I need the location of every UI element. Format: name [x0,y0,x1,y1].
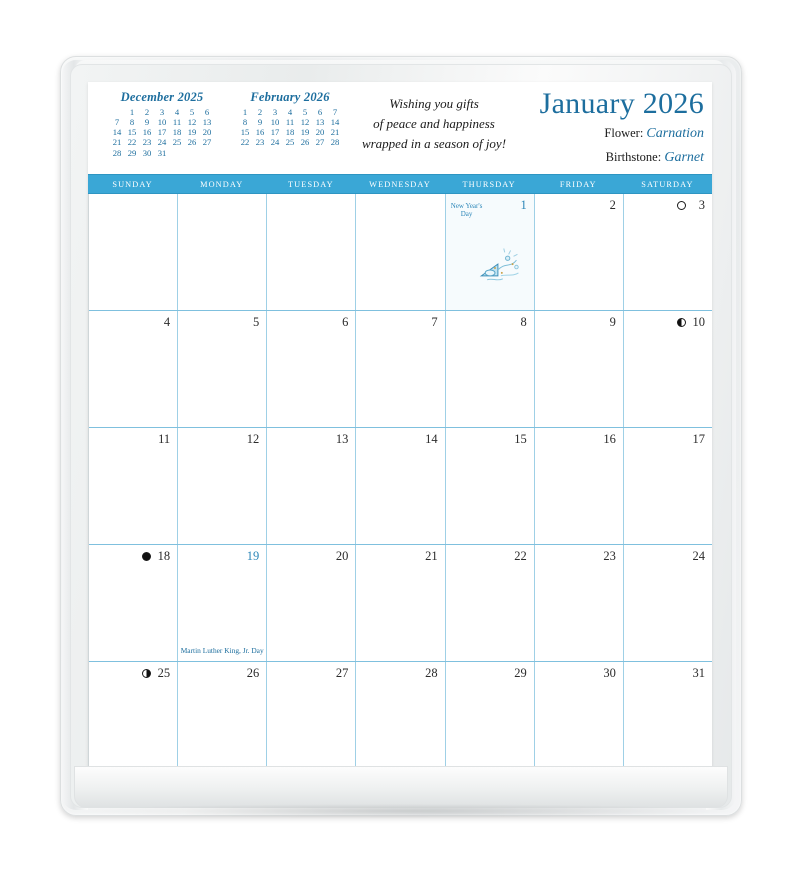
mini-day: 20 [202,127,212,138]
day-number: 7 [431,315,438,329]
moon-phase-new-icon [142,552,151,561]
birthstone-value: Garnet [664,149,704,165]
mini-day: 29 [127,147,137,158]
new-years-day-label: New Year's Day [450,202,483,219]
day-cell[interactable] [267,662,356,778]
day-number: 1 [520,198,527,212]
day-cell[interactable] [535,545,624,661]
day-cell[interactable] [356,662,445,778]
mini-day: 13 [202,117,212,128]
calendar-week-row [89,194,712,311]
flower-value: Carnation [646,125,704,141]
day-number: 22 [514,549,527,563]
mini-day: 23 [255,137,265,148]
mini-day: 20 [315,127,325,138]
day-number: 11 [158,432,171,446]
new-years-party-art-icon [452,246,530,292]
flower-label: Flower: [604,125,644,140]
mini-day: 15 [240,127,250,138]
moon-phase-full-icon [677,201,686,210]
weekday-header-row [88,174,712,194]
mini-day: 16 [142,127,152,138]
mini-day: 26 [187,137,197,148]
mini-day: 24 [270,137,280,148]
moon-phase-last-quarter-icon [677,318,686,327]
day-number: 25 [157,666,171,680]
mini-day: 4 [287,107,293,117]
mini-day: 22 [240,137,250,148]
mini-day: 7 [114,117,120,128]
mini-day: 27 [202,137,212,148]
mini-day: 21 [330,127,340,138]
day-cell[interactable] [178,194,267,310]
mini-day: 25 [285,137,295,148]
mini-day: 27 [315,137,325,148]
day-number: 17 [692,432,705,446]
mini-day: 11 [172,117,182,128]
day-number: 4 [163,315,171,329]
day-cell[interactable] [624,194,712,310]
mini-day: 10 [157,117,167,128]
mini-day: 18 [285,127,295,138]
day-cell[interactable] [178,428,267,544]
day-cell[interactable] [624,545,712,661]
day-cell[interactable] [89,662,178,778]
day-cell[interactable] [535,428,624,544]
calendar-week-row [89,662,712,778]
day-cell[interactable] [446,428,535,544]
calendar-week-row [89,311,712,428]
day-number: 18 [157,549,171,563]
day-cell[interactable] [446,662,535,778]
mini-day: 22 [127,137,137,148]
mini-day: 4 [174,107,180,117]
mini-calendar-next-grid [238,107,343,148]
calendar-grid [88,194,712,778]
day-number: 19 [246,549,260,563]
day-cell[interactable] [446,545,535,661]
day-cell[interactable] [356,194,445,310]
mini-day: 2 [144,107,150,117]
mini-calendar-previous-month [98,90,226,158]
mini-day: 14 [112,127,122,138]
weekday-header-thursday: THURSDAY [462,179,516,189]
mini-day: 9 [144,117,150,128]
day-number: 2 [609,198,616,212]
month-title: January 2026 [539,87,704,120]
day-cell-mlk-day[interactable] [178,545,267,661]
day-number: 6 [342,315,349,329]
mini-day: 1 [242,107,248,117]
mini-day: 9 [257,117,263,128]
mini-calendar-previous-title: December 2025 [120,90,204,104]
mini-day: 5 [302,107,308,117]
mini-day: 7 [332,107,338,117]
mini-day: 13 [315,117,325,128]
calendar-week-row [89,428,712,545]
day-cell[interactable] [535,662,624,778]
mini-day: 17 [270,127,280,138]
day-number: 28 [425,666,438,680]
day-number: 20 [335,549,349,563]
mini-day [185,148,200,158]
birthstone-label: Birthstone: [605,149,662,164]
day-number: 15 [514,432,527,446]
mini-day: 10 [270,117,280,128]
day-cell[interactable] [89,428,178,544]
mini-day: 19 [187,127,197,138]
calendar-week-row [89,545,712,662]
day-cell[interactable] [356,545,445,661]
holiday-label-mlk-day: Martin Luther King, Jr. Day [180,645,264,655]
day-cell[interactable] [178,662,267,778]
day-number: 23 [603,549,616,563]
mini-day: 16 [255,127,265,138]
mini-day [200,148,215,158]
day-number: 21 [425,549,438,563]
day-cell[interactable] [89,311,178,427]
greeting-line-1: Wishing you gifts [389,96,479,111]
day-number: 9 [609,315,616,329]
day-number: 29 [514,666,527,680]
calendar-header [88,82,712,174]
mini-day: 12 [300,117,310,128]
day-cell-new-years-day[interactable] [446,194,535,310]
greeting-line-3: wrapped in a season of joy! [361,136,507,152]
day-cell[interactable] [535,311,624,427]
day-number: 8 [520,315,527,329]
weekday-header-monday: MONDAY [200,179,244,189]
day-number: 12 [246,432,260,446]
mini-calendar-previous-grid [110,107,215,158]
day-number: 14 [425,432,438,446]
mini-day: 19 [300,127,310,138]
day-cell[interactable] [178,311,267,427]
greeting-message [360,94,508,154]
mini-day: 12 [187,117,197,128]
mini-day: 8 [242,117,248,128]
day-cell[interactable] [267,428,356,544]
mini-calendar-next-title: February 2026 [250,90,330,104]
day-number: 10 [692,315,705,329]
month-birthstone-row [488,148,704,168]
day-cell[interactable] [89,194,178,310]
mini-day: 26 [300,137,310,148]
day-cell[interactable] [446,311,535,427]
day-number: 26 [246,666,260,680]
day-cell[interactable] [624,428,712,544]
mini-day: 17 [157,127,167,138]
mini-day: 28 [330,137,340,148]
day-number: 31 [692,666,705,680]
weekday-header-friday: FRIDAY [559,179,597,189]
day-cell[interactable] [89,545,178,661]
mini-day: 8 [129,117,135,128]
moon-phase-first-quarter-icon [142,669,151,678]
mini-day: 11 [285,117,295,128]
month-heading-block [488,88,704,168]
mini-day: 3 [159,107,165,117]
mini-day: 6 [204,107,210,117]
day-cell[interactable] [267,194,356,310]
mini-day: 2 [257,107,263,117]
day-number: 30 [603,666,616,680]
mini-day: 21 [112,137,122,148]
mini-day: 30 [142,147,152,158]
day-number: 24 [692,549,705,563]
day-cell[interactable] [624,662,712,778]
drop-shadow [70,804,730,818]
mini-day: 15 [127,127,137,138]
mini-calendar-next-month [226,90,354,148]
day-cell[interactable] [356,428,445,544]
day-number: 16 [603,432,616,446]
mini-day: 6 [317,107,323,117]
mini-day: 28 [112,147,122,158]
day-number: 5 [253,315,260,329]
mini-day: 25 [172,137,182,148]
weekday-header-wednesday: WEDNESDAY [369,179,431,189]
mini-day: 14 [330,117,340,128]
month-flower-row [488,124,704,144]
mini-day: 1 [129,107,135,117]
day-cell[interactable] [535,194,624,310]
mini-day [170,148,185,158]
day-cell[interactable] [267,545,356,661]
day-cell[interactable] [356,311,445,427]
weekday-header-tuesday: TUESDAY [288,179,334,189]
day-cell[interactable] [624,311,712,427]
greeting-line-2: of peace and happiness [373,116,495,132]
mini-day [110,107,125,117]
mini-day: 18 [172,127,182,138]
mini-day: 3 [272,107,278,117]
mini-day: 5 [189,107,195,117]
day-number: 27 [335,666,349,680]
mini-day: 23 [142,137,152,148]
day-number: 3 [698,198,705,212]
weekday-header-sunday: SUNDAY [112,179,153,189]
mini-day: 31 [157,147,167,158]
calendar-page [88,82,712,774]
calendar-case-bottom-pocket [74,766,728,808]
mini-day: 24 [157,137,167,148]
day-number: 13 [335,432,349,446]
weekday-header-saturday: SATURDAY [641,179,694,189]
day-cell[interactable] [267,311,356,427]
